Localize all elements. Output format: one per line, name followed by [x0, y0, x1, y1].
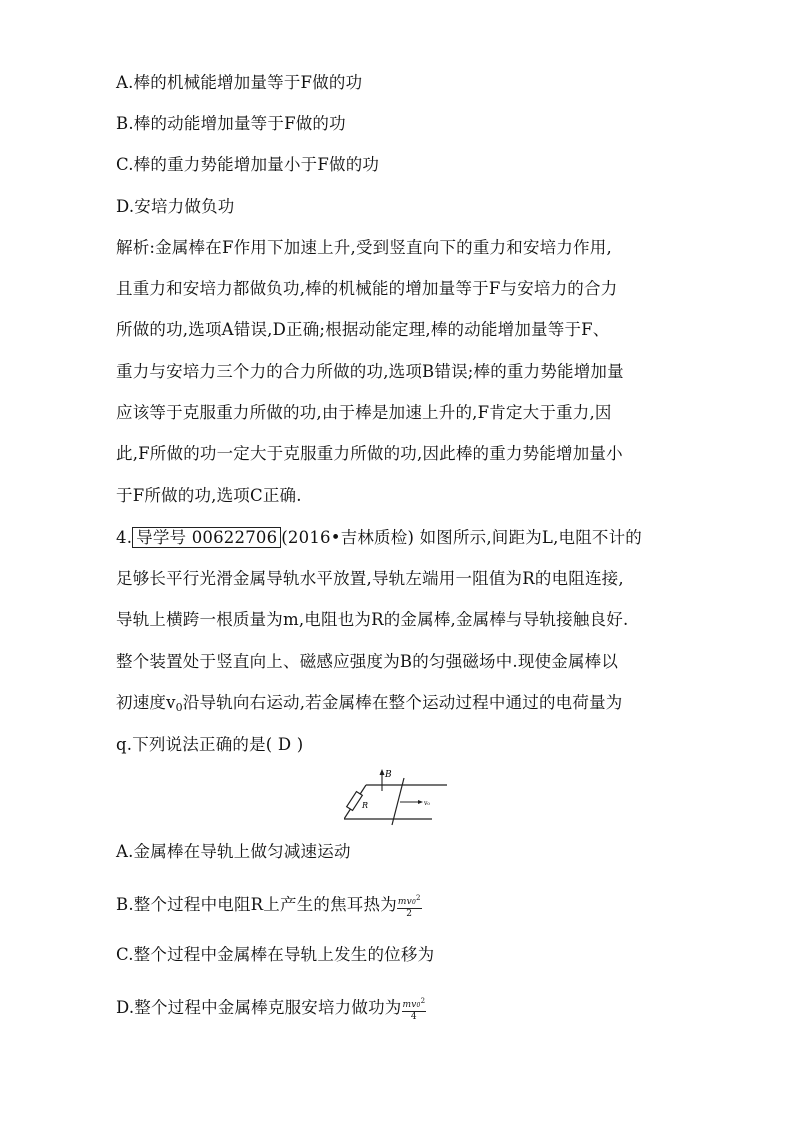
question-number: 4.	[116, 528, 133, 547]
label-r: R	[362, 801, 369, 810]
question-line-1	[116, 527, 701, 549]
analysis-line: 且重力和安培力都做负功,棒的机械能的增加量等于F与安培力的合力	[116, 279, 618, 298]
subscript: 0	[175, 701, 183, 714]
analysis-line: 重力与安培力三个力的合力所做的功,选项B错误;棒的重力势能增加量	[116, 362, 624, 381]
option-b	[116, 893, 701, 919]
question-source: (2016•吉林质检)	[281, 528, 415, 547]
option-d	[116, 996, 701, 1022]
question-text: 如图所示,间距为L,电阻不计的	[419, 528, 643, 547]
fraction-subscript: 0	[411, 899, 416, 906]
analysis-line: 应该等于克服重力所做的功,由于棒是加速上升的,F肯定大于重力,因	[116, 403, 612, 422]
velocity-arrow-head	[418, 800, 423, 804]
fraction-denominator: 2	[406, 909, 413, 919]
question-line-5	[116, 692, 701, 719]
fraction-subscript: 0	[416, 1002, 421, 1009]
guide-code-link[interactable]: 导学号 00622706	[132, 527, 281, 548]
fraction-exponent: 2	[420, 997, 426, 1005]
fraction-numerator: mv	[397, 897, 412, 907]
label-b: B	[385, 770, 392, 780]
analysis-line: 所做的功,选项A错误,D正确;根据动能定理,棒的动能增加量等于F、	[116, 320, 610, 339]
option-b-text: B.整个过程中电阻R上产生的焦耳热为	[116, 895, 397, 914]
fraction-denominator: 4	[410, 1012, 417, 1022]
option-d-prev: D.安培力做负功	[116, 197, 235, 216]
option-a-prev: A.棒的机械能增加量等于F做的功	[116, 73, 363, 92]
option-a: A.金属棒在导轨上做匀减速运动	[116, 842, 351, 861]
fraction-mv0-squared-over-2	[397, 893, 422, 919]
circuit-diagram	[344, 768, 448, 826]
question-line: 导轨上横跨一根质量为m,电阻也为R的金属棒,金属棒与导轨接触良好.	[116, 610, 629, 629]
question-line: 足够长平行光滑金属导轨水平放置,导轨左端用一阻值为R的电阻连接,	[116, 569, 624, 588]
analysis-line: 此,F所做的功一定大于克服重力所做的功,因此棒的重力势能增加量小	[116, 444, 623, 463]
b-arrow-head	[380, 769, 385, 775]
question-text: 初速度v	[116, 693, 176, 712]
analysis-line: 于F所做的功,选项C正确.	[116, 486, 302, 505]
option-c: C.整个过程中金属棒在导轨上发生的位移为	[116, 945, 435, 964]
label-v0: v₀	[424, 800, 430, 807]
question-text: 沿导轨向右运动,若金属棒在整个运动过程中通过的电荷量为	[182, 693, 623, 712]
question-line: q.下列说法正确的是( D )	[116, 735, 304, 754]
option-c-prev: C.棒的重力势能增加量小于F做的功	[116, 155, 380, 174]
fraction-mv0-squared-over-4	[402, 996, 427, 1022]
fraction-exponent: 2	[415, 894, 421, 902]
analysis-line: 解析:金属棒在F作用下加速上升,受到竖直向下的重力和安培力作用,	[116, 238, 612, 257]
fraction-numerator: mv	[402, 1000, 417, 1010]
question-line: 整个装置处于竖直向上、磁感应强度为B的匀强磁场中.现使金属棒以	[116, 652, 619, 671]
resistor	[347, 792, 363, 811]
option-b-prev: B.棒的动能增加量等于F做的功	[116, 114, 346, 133]
option-d-text: D.整个过程中金属棒克服安培力做功为	[116, 998, 402, 1017]
